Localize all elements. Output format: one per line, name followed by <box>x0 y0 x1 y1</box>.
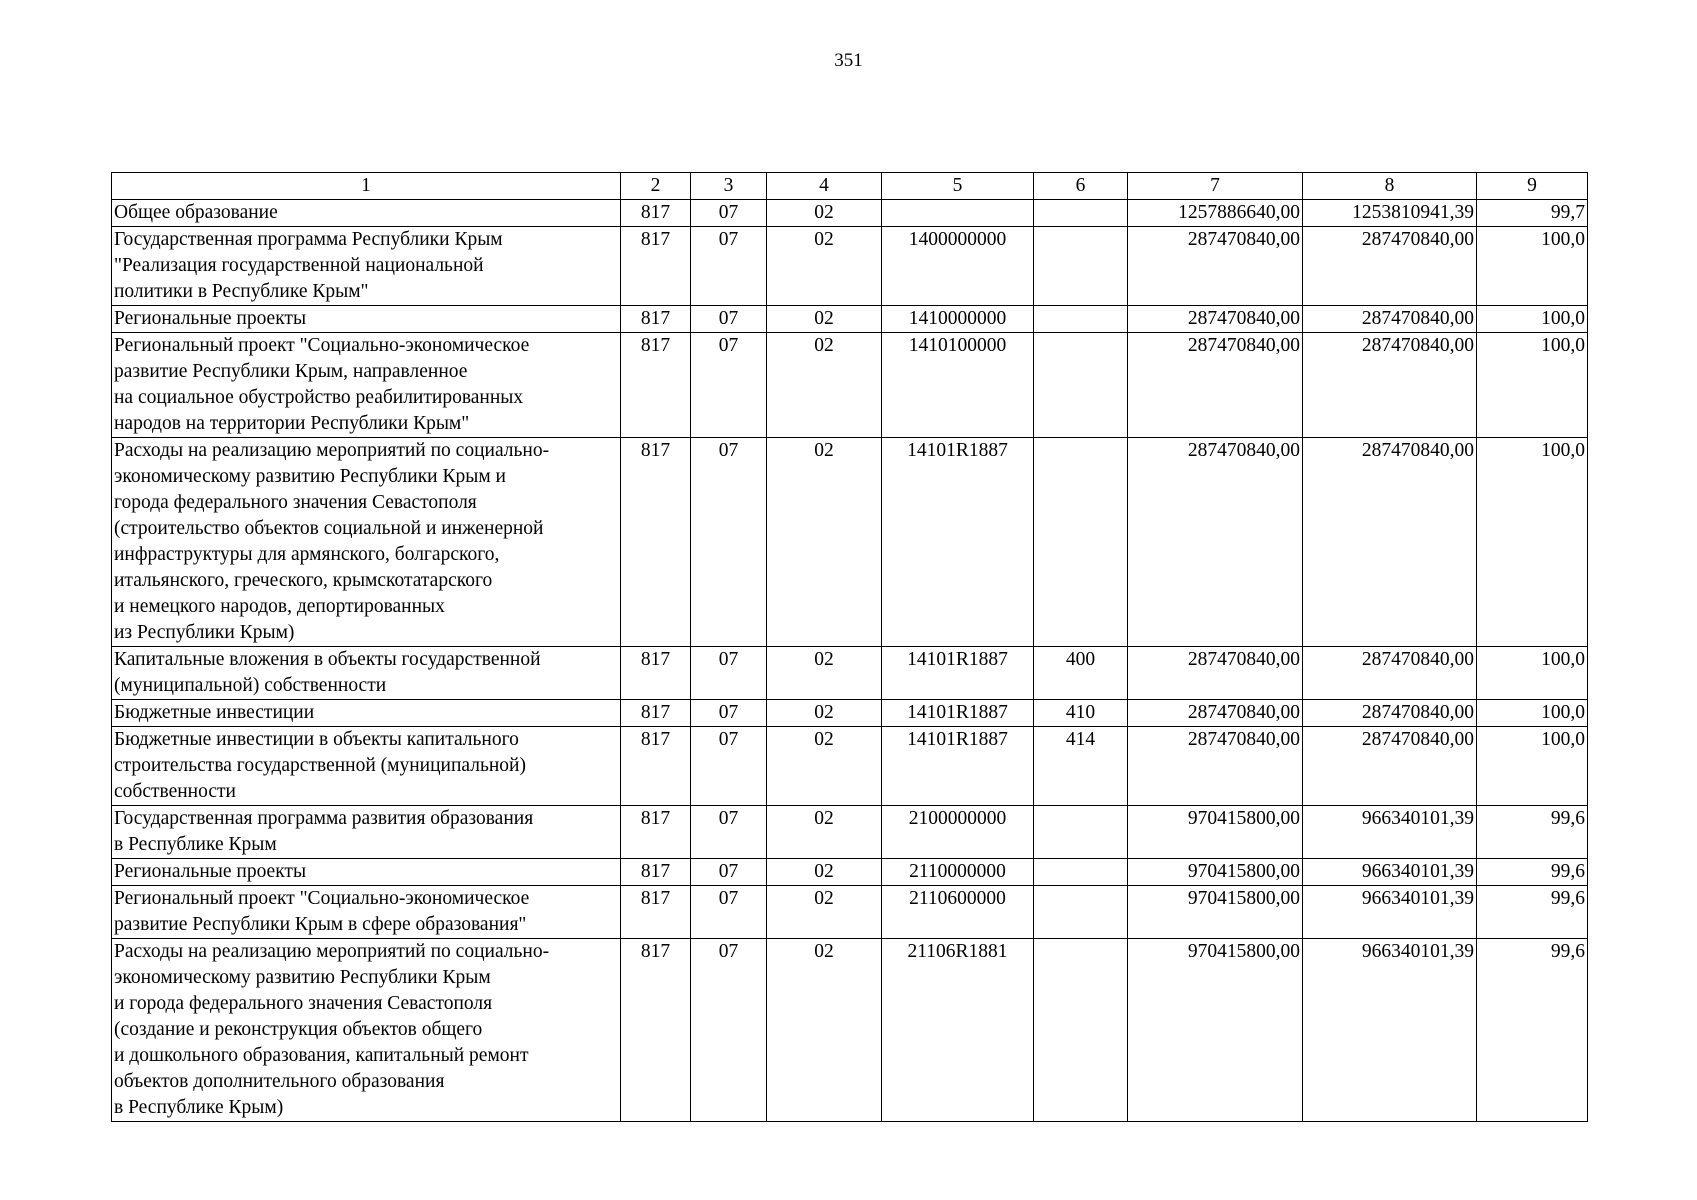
cell-col-9: 99,7 <box>1477 200 1588 227</box>
column-header: 2 <box>621 173 691 200</box>
cell-name: Капитальные вложения в объекты государственной (муниципальной) собственности <box>112 647 621 700</box>
cell-col-4: 02 <box>767 700 882 727</box>
cell-col-6 <box>1034 806 1128 859</box>
cell-col-6: 414 <box>1034 727 1128 806</box>
cell-col-2: 817 <box>621 438 691 647</box>
cell-col-3: 07 <box>691 647 767 700</box>
column-header: 8 <box>1303 173 1477 200</box>
cell-col-4: 02 <box>767 806 882 859</box>
cell-col-7: 287470840,00 <box>1128 306 1303 333</box>
cell-col-9: 99,6 <box>1477 939 1588 1122</box>
cell-col-3: 07 <box>691 727 767 806</box>
cell-col-8: 966340101,39 <box>1303 886 1477 939</box>
cell-col-5: 2100000000 <box>882 806 1034 859</box>
cell-col-8: 966340101,39 <box>1303 939 1477 1122</box>
cell-col-4: 02 <box>767 647 882 700</box>
cell-col-2: 817 <box>621 227 691 306</box>
cell-col-8: 287470840,00 <box>1303 647 1477 700</box>
cell-col-7: 287470840,00 <box>1128 438 1303 647</box>
cell-col-8: 966340101,39 <box>1303 806 1477 859</box>
cell-col-8: 287470840,00 <box>1303 227 1477 306</box>
cell-col-5: 21106R1881 <box>882 939 1034 1122</box>
cell-col-4: 02 <box>767 727 882 806</box>
cell-name: Государственная программа развития образования в Республике Крым <box>112 806 621 859</box>
table-row <box>112 727 1588 806</box>
cell-col-4: 02 <box>767 333 882 438</box>
cell-col-4: 02 <box>767 200 882 227</box>
cell-col-7: 287470840,00 <box>1128 333 1303 438</box>
table-row <box>112 438 1588 647</box>
cell-col-8: 287470840,00 <box>1303 333 1477 438</box>
cell-name: Общее образование <box>112 200 621 227</box>
cell-col-7: 970415800,00 <box>1128 859 1303 886</box>
table-row <box>112 227 1588 306</box>
cell-col-3: 07 <box>691 859 767 886</box>
cell-col-4: 02 <box>767 886 882 939</box>
cell-col-6 <box>1034 438 1128 647</box>
table-row <box>112 700 1588 727</box>
cell-col-3: 07 <box>691 939 767 1122</box>
cell-col-6: 410 <box>1034 700 1128 727</box>
cell-col-9: 99,6 <box>1477 859 1588 886</box>
cell-col-8: 1253810941,39 <box>1303 200 1477 227</box>
cell-col-3: 07 <box>691 227 767 306</box>
table-row <box>112 647 1588 700</box>
cell-col-6 <box>1034 886 1128 939</box>
cell-col-6 <box>1034 227 1128 306</box>
cell-col-2: 817 <box>621 333 691 438</box>
cell-col-9: 99,6 <box>1477 806 1588 859</box>
cell-col-4: 02 <box>767 859 882 886</box>
table-row <box>112 886 1588 939</box>
cell-col-5: 14101R1887 <box>882 647 1034 700</box>
column-header: 4 <box>767 173 882 200</box>
cell-col-2: 817 <box>621 727 691 806</box>
cell-name: Бюджетные инвестиции в объекты капитального строительства государственной (муниципальной) собственности <box>112 727 621 806</box>
cell-col-8: 966340101,39 <box>1303 859 1477 886</box>
cell-col-9: 100,0 <box>1477 438 1588 647</box>
cell-col-9: 100,0 <box>1477 700 1588 727</box>
cell-col-9: 100,0 <box>1477 647 1588 700</box>
table-row <box>112 806 1588 859</box>
table-row <box>112 200 1588 227</box>
cell-name: Государственная программа Республики Крым "Реализация государственной национальной политики в Республике Крым" <box>112 227 621 306</box>
cell-col-5: 2110000000 <box>882 859 1034 886</box>
cell-name: Региональный проект "Социально-экономическое развитие Республики Крым в сфере образования" <box>112 886 621 939</box>
cell-col-2: 817 <box>621 886 691 939</box>
cell-col-9: 100,0 <box>1477 333 1588 438</box>
cell-col-2: 817 <box>621 647 691 700</box>
cell-col-4: 02 <box>767 227 882 306</box>
cell-col-8: 287470840,00 <box>1303 727 1477 806</box>
cell-name: Региональные проекты <box>112 306 621 333</box>
cell-col-2: 817 <box>621 200 691 227</box>
cell-col-2: 817 <box>621 859 691 886</box>
cell-col-4: 02 <box>767 939 882 1122</box>
cell-col-3: 07 <box>691 438 767 647</box>
cell-col-4: 02 <box>767 306 882 333</box>
cell-name: Расходы на реализацию мероприятий по социально- экономическому развитию Республики Крым и города федерального значения Севастополя (создание и реконструкция объектов общего и дошкольного образования, капитальный ремонт объектов дополнительного образования в Республике Крым) <box>112 939 621 1122</box>
cell-col-7: 1257886640,00 <box>1128 200 1303 227</box>
table-body <box>112 173 1588 1122</box>
cell-name: Бюджетные инвестиции <box>112 700 621 727</box>
cell-col-5: 1400000000 <box>882 227 1034 306</box>
cell-col-5: 2110600000 <box>882 886 1034 939</box>
cell-col-7: 287470840,00 <box>1128 727 1303 806</box>
cell-col-3: 07 <box>691 886 767 939</box>
cell-col-6 <box>1034 306 1128 333</box>
cell-col-9: 100,0 <box>1477 306 1588 333</box>
header-row <box>112 173 1588 200</box>
budget-table <box>111 172 1588 1122</box>
cell-col-7: 287470840,00 <box>1128 647 1303 700</box>
column-header: 7 <box>1128 173 1303 200</box>
cell-col-3: 07 <box>691 700 767 727</box>
cell-col-3: 07 <box>691 806 767 859</box>
cell-col-2: 817 <box>621 806 691 859</box>
cell-col-5: 1410100000 <box>882 333 1034 438</box>
cell-col-8: 287470840,00 <box>1303 700 1477 727</box>
cell-col-2: 817 <box>621 306 691 333</box>
cell-name: Региональный проект "Социально-экономическое развитие Республики Крым, направленное на социальное обустройство реабилитированных народов на территории Республики Крым" <box>112 333 621 438</box>
page-number: 351 <box>834 50 863 71</box>
cell-col-6 <box>1034 333 1128 438</box>
cell-col-3: 07 <box>691 333 767 438</box>
cell-col-5: 14101R1887 <box>882 727 1034 806</box>
cell-col-8: 287470840,00 <box>1303 438 1477 647</box>
cell-col-2: 817 <box>621 700 691 727</box>
column-header: 5 <box>882 173 1034 200</box>
cell-col-7: 287470840,00 <box>1128 700 1303 727</box>
cell-col-9: 99,6 <box>1477 886 1588 939</box>
cell-col-3: 07 <box>691 306 767 333</box>
cell-col-7: 287470840,00 <box>1128 227 1303 306</box>
cell-name: Региональные проекты <box>112 859 621 886</box>
table-row <box>112 939 1588 1122</box>
cell-col-5 <box>882 200 1034 227</box>
column-header: 9 <box>1477 173 1588 200</box>
cell-col-7: 970415800,00 <box>1128 886 1303 939</box>
cell-col-3: 07 <box>691 200 767 227</box>
cell-col-4: 02 <box>767 438 882 647</box>
cell-col-5: 1410000000 <box>882 306 1034 333</box>
cell-col-8: 287470840,00 <box>1303 306 1477 333</box>
cell-col-6 <box>1034 939 1128 1122</box>
column-header: 6 <box>1034 173 1128 200</box>
cell-col-9: 100,0 <box>1477 227 1588 306</box>
table-row <box>112 306 1588 333</box>
cell-col-2: 817 <box>621 939 691 1122</box>
column-header: 3 <box>691 173 767 200</box>
cell-name: Расходы на реализацию мероприятий по социально- экономическому развитию Республики Крым и города федерального значения Севастополя (строительство объектов социальной и инженерной инфраструктуры для армянского, болгарского, итальянского, греческого, крымскотатарского и немецкого народов, депортированных из Республики Крым) <box>112 438 621 647</box>
cell-col-9: 100,0 <box>1477 727 1588 806</box>
cell-col-6 <box>1034 859 1128 886</box>
cell-col-5: 14101R1887 <box>882 438 1034 647</box>
cell-col-7: 970415800,00 <box>1128 806 1303 859</box>
table-row <box>112 859 1588 886</box>
cell-col-6 <box>1034 200 1128 227</box>
column-header: 1 <box>112 173 621 200</box>
cell-col-7: 970415800,00 <box>1128 939 1303 1122</box>
table-row <box>112 333 1588 438</box>
cell-col-6: 400 <box>1034 647 1128 700</box>
cell-col-5: 14101R1887 <box>882 700 1034 727</box>
